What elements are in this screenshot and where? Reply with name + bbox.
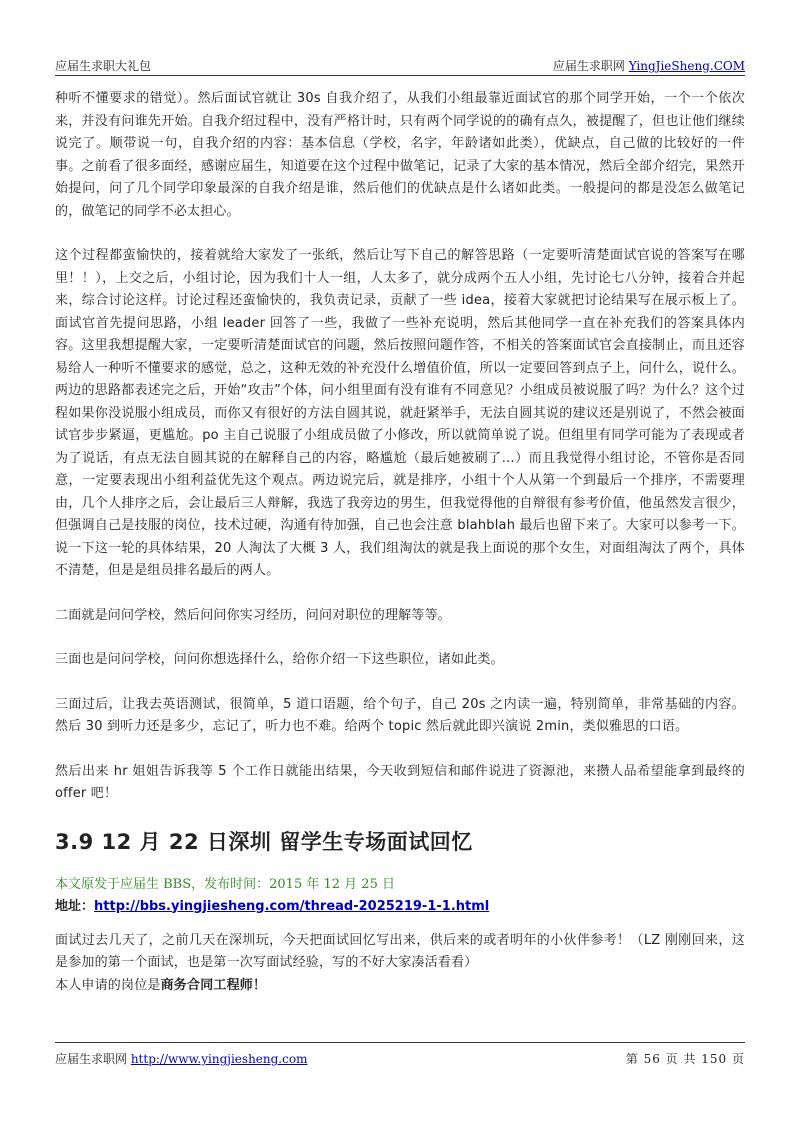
page-number: 第 56 页 共 150 页 bbox=[625, 1052, 745, 1066]
page-header bbox=[55, 55, 745, 75]
header-site-link[interactable]: YingJieSheng.COM bbox=[628, 59, 745, 73]
position-name: 商务合同工程师！ bbox=[160, 977, 267, 993]
footer-site bbox=[55, 1050, 307, 1067]
page-content bbox=[55, 88, 745, 997]
paragraph-4: 三面也是问问学校，问问你想选择什么，给你介绍一下这些职位，诸如此类。 bbox=[55, 652, 504, 667]
paragraph-2: 这个过程都蛮愉快的，接着就给大家发了一张纸，然后让写下自己的解答思路（一定要听清楚面试官说的答案写在哪里！！），上交之后，小组讨论，因为我们十人一组，人太多了，就分成两个五人小组，先讨论七八分钟，接着合并起来，综合讨论这样。讨论过程还蛮愉快的，我负责记录，贡献了一些 idea，接着大家就把讨论结果写在展示板上了。面试官首先提问思路，小组 leader 回答了一些，我做了一些补充说明，然后其他同学一直在补充我们的答案具体内容。这里我想提醒大家，一定要听清楚面试官的问题，然后按照问题作答，不相关的答案面试官会直接制止，而且还容易给人一种听不懂要求的感觉，总之，这种无效的补充没什么增值价值，所以一定要回答到点子上，问什么，说什么。两边的思路都表述完之后，开始“攻击”个体，问小组里面有没有谁有不同意见？小组成员被说服了吗？为什么？这个过程如果你没说服小组成员，而你又有很好的方法自圆其说，就赶紧举手，无法自圆其说的建议还是别说了，不然会被面试官步步紧逼，更尴尬。po 主自己说服了小组成员做了小修改，所以就简单说了说。但组里有同学可能为了表现或者为了说话，有点无法自圆其说的在解释自己的内容，略尴尬（最后她被刷了…）而且我觉得小组讨论，不管你是否同意，一定要表现出小组利益优先这个观点。两边说完后，就是排序，小组十个人从第一个到最后一个排序，不需要理由，几个人排序之后，会让最后三人辩解，我选了我旁边的男生，但我觉得他的自辩很有参考价值，他虽然发言很少，但强调自己是技服的岗位，技术过硬，沟通有待加强，自己也会注意 blahblah 最后也留下来了。大家可以参考一下。说一下这一轮的具体结果，20 人淘汰了大概 3 人，我们组淘汰的就是我上面说的那个女生，对面组淘汰了两个，具体不清楚，但是是组员排名最后的两人。 bbox=[55, 248, 745, 578]
position-label: 本人申请的岗位是 bbox=[55, 977, 161, 993]
paragraph-1: 种听不懂要求的错觉）。然后面试官就让 30s 自我介绍了，从我们小组最靠近面试官的那个同学开始，一个一个依次来，并没有问谁先开始。自我介绍过程中，没有严格计时，只有两个同学说的的确有点久，被提醒了，但也让他们继续说完了。顺带说一句，自我介绍的内容：基本信息（学校，名字，年龄诸如此类），优缺点，自己做的比较好的一件事。之前看了很多面经，感谢应届生，知道要在这个过程中做笔记，记录了大家的基本情况，然后全部介绍完，果然开始提问，问了几个同学印象最深的自我介绍是谁，然后他们的优缺点是什么诸如此类。一般提问的都是没怎么做笔记的，做笔记的同学不必太担心。 bbox=[55, 91, 745, 219]
paragraph-6: 然后出来 hr 姐姐告诉我等 5 个工作日就能出结果，今天收到短信和邮件说进了资源池，来攒人品希望能拿到最终的 offer 吧！ bbox=[55, 763, 745, 801]
paragraph-5: 三面过后，让我去英语测试，很简单，5 道口语题，给个句子，自己 20s 之内读一遍，特别简单，非常基础的内容。然后 30 到听力还是多少，忘记了，听力也不难。给两个 topic 然后就此即兴演说 2min，类似雅思的口语。 bbox=[55, 696, 745, 734]
thread-link[interactable]: http://bbs.yingjiesheng.com/thread-2025219-1-1.html bbox=[94, 898, 490, 914]
section-heading: 3.9 12 月 22 日深圳 留学生专场面试回忆 bbox=[55, 829, 473, 854]
header-site-label: 应届生求职网 bbox=[552, 59, 629, 73]
address-label: 地址： bbox=[55, 898, 95, 914]
paragraph-7: 面试过去几天了，之前几天在深圳玩，今天把面试回忆写出来，供后来的或者明年的小伙伴参考！（LZ 刚刚回来，这是参加的第一个面试，也是第一次写面试经验，写的不好大家凑活看看） bbox=[55, 932, 745, 970]
footer-divider bbox=[55, 1042, 745, 1043]
paragraph-3: 二面就是问问学校，然后问问你实习经历，问问对职位的理解等等。 bbox=[55, 607, 452, 623]
address-line bbox=[55, 896, 745, 918]
header-divider bbox=[55, 75, 745, 76]
header-site bbox=[553, 57, 745, 74]
footer-site-label: 应届生求职网 bbox=[55, 1052, 131, 1066]
source-line: 本文原发于应届生 BBS，发布时间：2015 年 12 月 25 日 bbox=[55, 876, 395, 892]
footer-site-link[interactable]: http://www.yingjiesheng.com bbox=[130, 1052, 308, 1066]
paragraph-8 bbox=[55, 975, 745, 998]
header-title: 应届生求职大礼包 bbox=[55, 59, 152, 73]
